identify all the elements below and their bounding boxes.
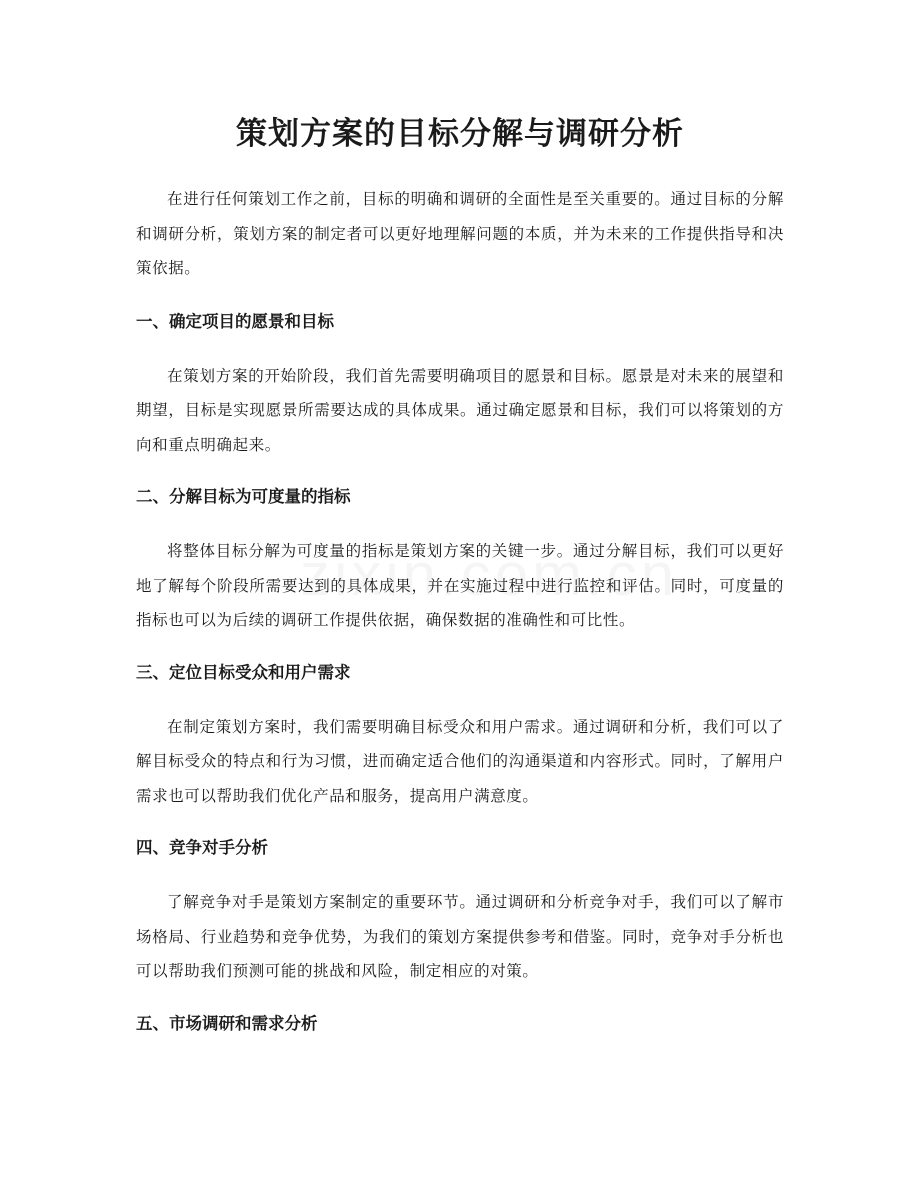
intro-paragraph: 在进行任何策划工作之前，目标的明确和调研的全面性是至关重要的。通过目标的分解和调研分析，策划方案的制定者可以更好地理解问题的本质，并为未来的工作提供指导和决策依据。 bbox=[136, 190, 784, 277]
section-2-heading: 二、分解目标为可度量的指标 bbox=[136, 487, 351, 506]
document-title: 策划方案的目标分解与调研分析 bbox=[236, 116, 684, 152]
section-1-paragraph: 在策划方案的开始阶段，我们首先需要明确项目的愿景和目标。愿景是对未来的展望和期望，目标是实现愿景所需要达成的具体成果。通过确定愿景和目标，我们可以将策划的方向和重点明确起来。 bbox=[136, 366, 784, 454]
section-4-paragraph: 了解竞争对手是策划方案制定的重要环节。通过调研和分析竞争对手，我们可以了解市场格局、行业趋势和竞争优势，为我们的策划方案提供参考和借鉴。同时，竞争对手分析也可以帮助我们预测可能的挑战和风险，制定相应的对策。 bbox=[136, 893, 784, 980]
section-3-paragraph: 在制定策划方案时，我们需要明确目标受众和用户需求。通过调研和分析，我们可以了解目标受众的特点和行为习惯，进而确定适合他们的沟通渠道和内容形式。同时，了解用户需求也可以帮助我们优化产品和服务，提高用户满意度。 bbox=[136, 717, 784, 805]
section-3-heading: 三、定位目标受众和用户需求 bbox=[136, 662, 351, 682]
section-4-heading: 四、竞争对手分析 bbox=[136, 838, 268, 857]
section-1-heading: 一、确定项目的愿景和目标 bbox=[136, 311, 334, 331]
section-2-paragraph: 将整体目标分解为可度量的指标是策划方案的关键一步。通过分解目标，我们可以更好地了解每个阶段所需要达到的具体成果，并在实施过程中进行监控和评估。同时，可度量的指标也可以为后续的调研工作提供依据，确保数据的准确性和可比性。 bbox=[136, 542, 784, 629]
document-body bbox=[136, 182, 784, 1039]
section-5-heading: 五、市场调研和需求分析 bbox=[136, 1013, 318, 1033]
